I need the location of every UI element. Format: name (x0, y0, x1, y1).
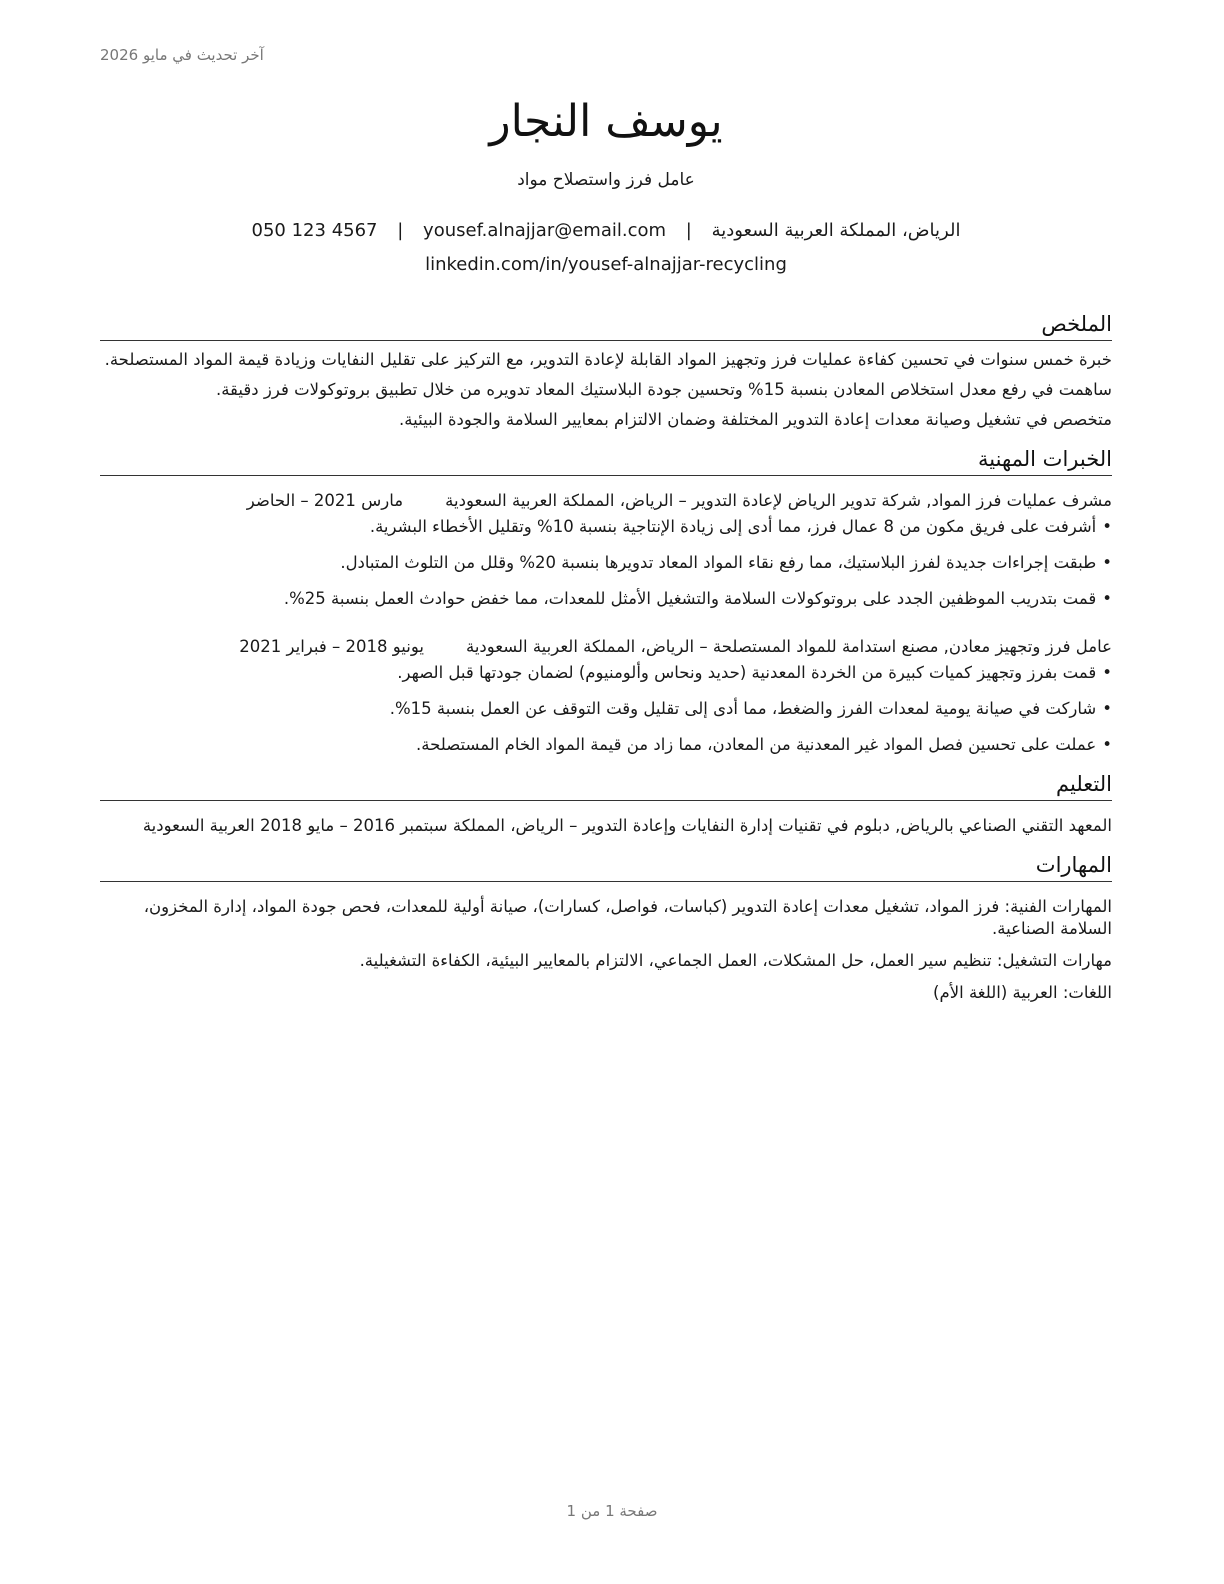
job-bullets (100, 516, 1112, 610)
skills-line: المهارات الفنية: فرز المواد، تشغيل معدات إعادة التدوير (كباسات، فواصل، كسارات)، صيانة أولية للمعدات، فحص جودة المواد، إدارة المخزون، السلامة الصناعية. (143, 897, 1112, 938)
job-header (100, 490, 1112, 512)
summary-paragraph: ساهمت في رفع معدل استخلاص المعادن بنسبة 15% وتحسين جودة البلاستيك المعاد تدويره من خلال تطبيق بروتوكولات فرز دقيقة. (215, 380, 1112, 399)
email-link[interactable]: yousef.alnajjar@email.com (423, 220, 667, 241)
contact-info (100, 218, 1112, 244)
list-item: •أشرفت على فريق مكون من 8 عمال فرز، مما أدى إلى زيادة الإنتاجية بنسبة 10% وتقليل الأخطاء البشرية. (369, 517, 1112, 536)
summary-paragraph: خبرة خمس سنوات في تحسين كفاءة عمليات فرز وتجهيز المواد القابلة لإعادة التدوير، مع التركيز على تقليل النفايات وزيادة قيمة المواد المستصلحة. (104, 350, 1112, 369)
bullet-icon: • (1102, 553, 1112, 572)
section-heading-education: التعليم (100, 770, 1112, 801)
job-position: مشرف عمليات فرز المواد, شركة تدوير الرياض لإعادة التدوير – الرياض، المملكة العربية السعودية (445, 491, 1112, 510)
job-position: عامل فرز وتجهيز معادن, مصنع استدامة للمواد المستصلحة – الرياض، المملكة العربية السعودية (465, 637, 1112, 656)
section-heading-summary: الملخص (100, 310, 1112, 341)
job-header (100, 636, 1112, 658)
bullet-icon: • (1102, 663, 1112, 682)
experience-section (100, 445, 1112, 756)
contact-separator: | (685, 220, 692, 241)
job-dates: يونيو 2018 – فبراير 2021 (239, 637, 424, 656)
list-item: •طبقت إجراءات جديدة لفرز البلاستيك، مما رفع نقاء المواد المعاد تدويرها بنسبة 20% وقلل من التلوث المتبادل. (340, 553, 1112, 572)
section-heading-skills: المهارات (100, 851, 1112, 882)
job-entry (100, 636, 1112, 756)
bullet-icon: • (1102, 517, 1112, 536)
list-item: •قمت بفرز وتجهيز كميات كبيرة من الخردة المعدنية (حديد ونحاس وألومنيوم) لضمان جودتها قبل الصهر. (397, 663, 1112, 682)
summary-section (100, 310, 1112, 431)
list-item: •شاركت في صيانة يومية لمعدات الفرز والضغط، مما أدى إلى تقليل وقت التوقف عن العمل بنسبة 15%. (389, 699, 1112, 718)
job-bullets (100, 662, 1112, 756)
page-number: صفحة 1 من 1 (566, 1502, 658, 1520)
phone-number: 050 123 4567 (251, 220, 378, 241)
resume-body (100, 310, 1112, 1018)
last-updated-label: آخر تحديث في مايو 2026 (100, 46, 264, 64)
skills-line: اللغات: العربية (اللغة الأم) (933, 983, 1112, 1002)
skills-line: مهارات التشغيل: تنظيم سير العمل، حل المشكلات، العمل الجماعي، الالتزام بالمعايير البيئية، الكفاءة التشغيلية. (359, 951, 1112, 970)
education-section (100, 770, 1112, 837)
job-entry (100, 490, 1112, 610)
bullet-icon: • (1102, 699, 1112, 718)
section-heading-experience: الخبرات المهنية (100, 445, 1112, 476)
list-item: •قمت بتدريب الموظفين الجدد على بروتوكولات السلامة والتشغيل الأمثل للمعدات، مما خفض حوادث العمل بنسبة 25%. (283, 589, 1112, 608)
summary-paragraph: متخصص في تشغيل وصيانة معدات إعادة التدوير المختلفة وضمان الالتزام بمعايير السلامة والجودة البيئية. (399, 410, 1112, 429)
job-dates: مارس 2021 – الحاضر (246, 491, 404, 510)
skills-section (100, 851, 1112, 1004)
candidate-title: عامل فرز واستصلاح مواد (517, 170, 695, 190)
location-text: الرياض، المملكة العربية السعودية (711, 220, 961, 241)
linkedin-link[interactable]: linkedin.com/in/yousef-alnajjar-recycling (425, 254, 787, 275)
resume-header (100, 92, 1112, 278)
candidate-name: يوسف النجار (489, 96, 723, 147)
contact-separator: | (397, 220, 404, 241)
bullet-icon: • (1102, 589, 1112, 608)
list-item: •عملت على تحسين فصل المواد غير المعدنية من المعادن، مما زاد من قيمة المواد الخام المستصلحة. (416, 735, 1112, 754)
bullet-icon: • (1102, 735, 1112, 754)
education-entry: المعهد التقني الصناعي بالرياض, دبلوم في تقنيات إدارة النفايات وإعادة التدوير – الرياض، المملكة سبتمبر 2016 – مايو 2018 العربية السعودية (142, 816, 1112, 835)
